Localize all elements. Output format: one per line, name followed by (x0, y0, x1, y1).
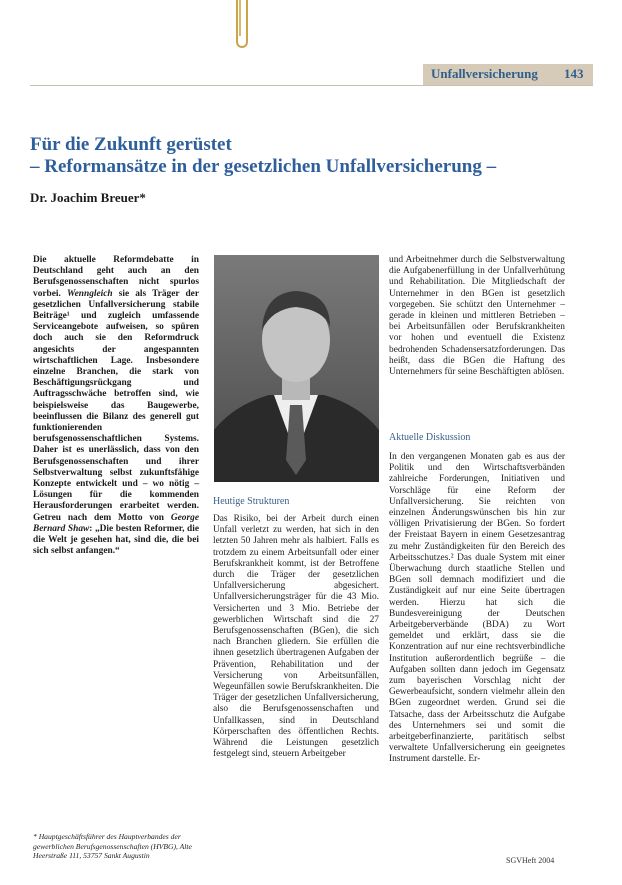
subheading-aktuelle-diskussion: Aktuelle Diskussion (389, 432, 471, 443)
subheading-heutige-strukturen: Heutige Strukturen (213, 496, 290, 507)
author-name: Dr. Joachim Breuer* (30, 190, 146, 205)
paper-clip-icon (236, 0, 248, 48)
author-portrait (214, 255, 379, 482)
body-paragraph: In den vergangenen Monaten gab es aus der Politik und den Wirtschaftsverbänden zahlreiche Forderungen, Initiativen und Vorschläge für eine Reform der Unfallversicherung. Sie reichten von einzelnen Änderungswünschen bis hin zur völligen Privatisierung der BGen. So fordert der Freistaat Bayern in einem Gesetzesantrag zu mehr Zuständigkeiten für den Bereich des Arbeitsschutzes.² Das duale System mit einer Überwachung durch staatliche Stellen und BGen soll demnach modifiziert und die Zuständigkeit auf nur eine Seite übertragen werden. Hierzu hat sich die Bundesvereinigung der Deutschen Arbeitgeberverbände (BDA) zu Wort gemeldet und erklärt, dass sie die Konzentration auf nur eine rechtsverbindliche Institution außerordentlich begrüße – die Aufgaben sollten dann jedoch im Gegensatz zum bayerischen Vorschlag nicht der Gewerbeaufsicht, sondern vielmehr allein den BGen zugeordnet werden. Grund sei die Tatsache, dass der Arbeitsschutz die Aufgabe des Unternehmers sei und somit die arbeitgeberfinanzierte, paritätisch selbst verwaltete Unfallversicherung ein geeignetes Instrument darstelle. Er- (389, 452, 565, 765)
section-title: Unfallversicherung (431, 66, 538, 81)
article-subtitle: – Reformansätze in der gesetzlichen Unfallversicherung – (30, 156, 497, 177)
article-title: Für die Zukunft gerüstet (30, 134, 232, 155)
page-number: 143 (564, 66, 584, 81)
body-paragraph: und Arbeitnehmer durch die Selbstverwaltung die Aufgabenerfüllung in der Unfallverhütung und Rehabilitation. Die Mitgliedschaft der Unternehmer in den BGen ist gesetzlich vorgegeben. Sie schützt den Unternehmer – gerade in kleinen und mittleren Betrieben – bei Arbeitsunfällen oder Berufskrankheiten vor hohen und eventuell die Existenz bedrohenden Schadensersatzforderungen. Das heißt, dass die BGen die Haftung des Unternehmers für seine Beschäftigten ablösen. (389, 255, 565, 378)
footnote: * Hauptgeschäftsführer des Hauptverbandes der gewerblichen Berufsgenossenschaften (HVBG), Alte Heerstraße 111, 53757 Sankt Augustin (33, 832, 192, 861)
body-paragraph: Das Risiko, bei der Arbeit durch einen Unfall verletzt zu werden, hat sich in den letzten 50 Jahren mehr als halbiert. Falls es trotzdem zu einem Arbeitsunfall oder einer Berufskrankheit kommt, ist der Betroffene durch die Träger der gesetzlichen Unfallversicherung abgesichert. Unfallversicherungsträger für die 43 Mio. Versicherten und 3 Mio. Betriebe der gewerblichen Wirtschaft sind die 27 Berufsgenossenschaften (BGen), die sich nach Branchen gliedern. Sie erfüllen die ihnen gesetzlich übertragenen Aufgaben der Prävention, Rehabilitation und der Versicherung von Arbeitsunfällen, Wegeunfällen sowie Berufskrankheiten. Die Träger der gesetzlichen Unfallversicherung, also die Berufsgenossenschaften und Unfallkassen, sind in Deutschland Körperschaften des öffentlichen Rechts. Während die Leistungen gesetzlich festgelegt sind, steuern Arbeitgeber (213, 514, 379, 760)
footer-reference: SGVHeft 2004 (506, 856, 555, 865)
header-divider (30, 85, 593, 86)
intro-paragraph: Die aktuelle Reformdebatte in Deutschland geht auch an den Berufsgenossenschaften nicht spurlos vorbei. Wenngleich sie als Träger der gesetzlichen Unfallversicherung stabile Beiträge¹ und zugleich umfassende Serviceangebote aufweisen, so spüren doch auch sie den Reformdruck angesichts der angespannten wirtschaftlichen Lage. Insbesondere einzelne Branchen, die stark von Beschäftigungsrückgang und Auftragsschwäche betroffen sind, wie beispielsweise das Baugewerbe, beeinflussen die Bilanz des generell gut funktionierenden berufsgenossenschaftlichen Systems. Daher ist es unerlässlich, dass von den Berufsgenossenschaften und ihrer Selbstverwaltung selbst zukunftsfähige Konzepte entwickelt und – wo nötig – Lösungen für die kommenden Herausforderungen erarbeitet werden. Getreu nach dem Motto von George Bernard Shaw: „Die besten Reformer, die die Welt je gesehen hat, sind die, die bei sich selbst anfangen.“ (33, 255, 199, 557)
